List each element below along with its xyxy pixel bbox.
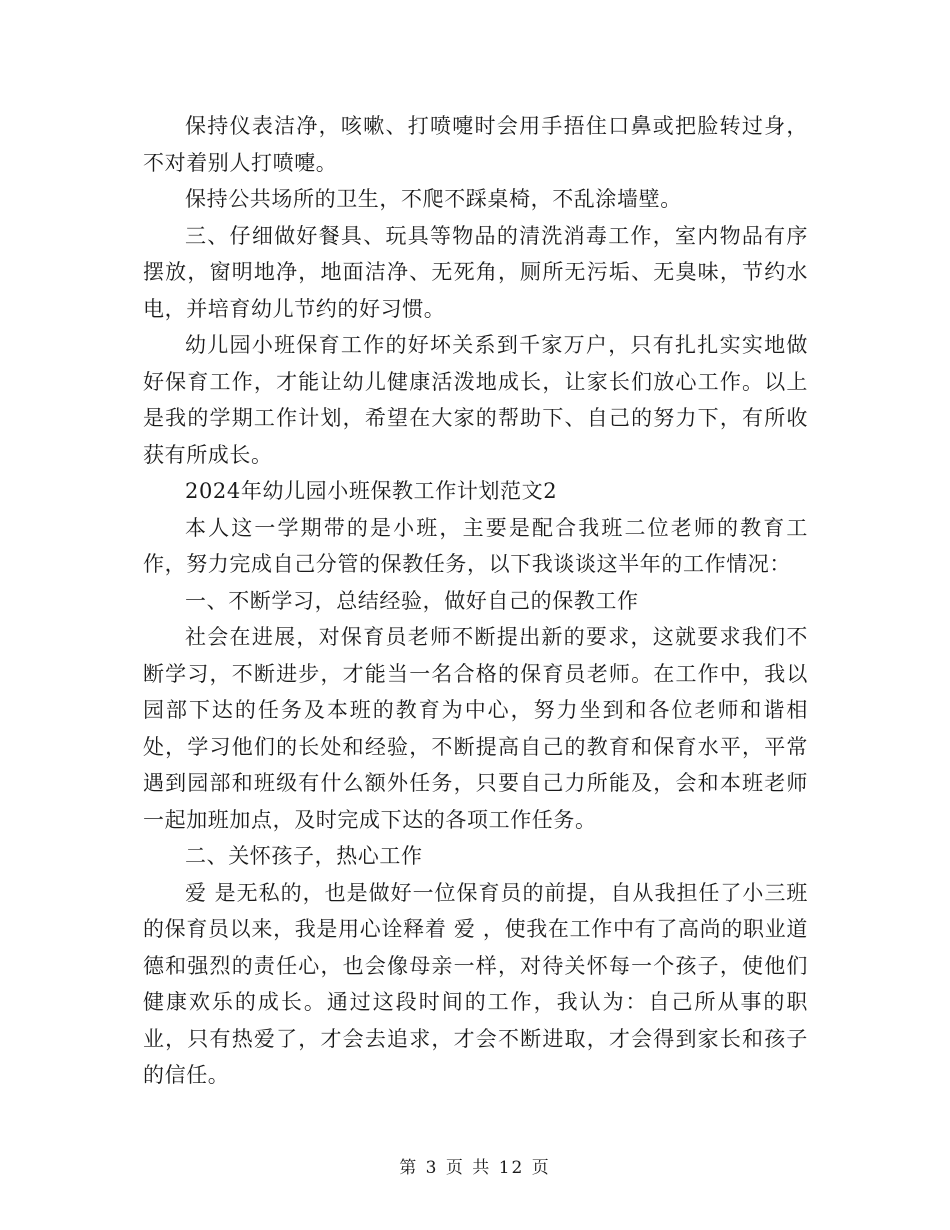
- paragraph: 保持仪表洁净，咳嗽、打喷嚏时会用手捂住口鼻或把脸转过身，不对着别人打喷嚏。: [143, 114, 808, 175]
- paragraph: 保持公共场所的卫生，不爬不踩桌椅，不乱涂墙壁。: [185, 187, 682, 211]
- document-body: [143, 108, 808, 1094]
- paragraph: 社会在进展，对保育员老师不断提出新的要求，这就要求我们不断学习，不断进步，才能当一名合格的保育员老师。在工作中，我以园部下达的任务及本班的教育为中心，努力坐到和各位老师和谐相处，学习他们的长处和经验，不断提高自己的教育和保育水平，平常遇到园部和班级有什么额外任务，只要自己力所能及，会和本班老师一起加班加点，及时完成下达的各项工作任务。: [143, 625, 808, 832]
- page-number-footer: 第 3 页 共 12 页: [399, 1158, 551, 1178]
- paragraph: 爱 是无私的，也是做好一位保育员的前提，自从我担任了小三班的保育员以来，我是用心诠释着 爱 ，使我在工作中有了高尚的职业道德和强烈的责任心，也会像母亲一样，对待关怀每一个孩子，使他们健康欢乐的成长。通过这段时间的工作，我认为：自己所从事的职业，只有热爱了，才会去追求，才会不断进取，才会得到家长和孩子的信任。: [143, 880, 808, 1087]
- paragraph: 幼儿园小班保育工作的好坏关系到千家万户，只有扎扎实实地做好保育工作，才能让幼儿健康活泼地成长，让家长们放心工作。以上是我的学期工作计划，希望在大家的帮助下、自己的努力下，有所收获有所成长。: [143, 333, 808, 467]
- paragraph: 本人这一学期带的是小班，主要是配合我班二位老师的教育工作，努力完成自己分管的保教任务，以下我谈谈这半年的工作情况：: [143, 515, 808, 576]
- paragraph: 三、仔细做好餐具、玩具等物品的清洗消毒工作，室内物品有序摆放，窗明地净，地面洁净、无死角，厕所无污垢、无臭味，节约水电，并培育幼儿节约的好习惯。: [143, 223, 808, 321]
- section-heading: 一、不断学习，总结经验，做好自己的保教工作: [185, 588, 639, 613]
- section-heading: 二、关怀孩子，热心工作: [185, 844, 423, 868]
- section-title: 2024年幼儿园小班保教工作计划范文2: [185, 479, 558, 503]
